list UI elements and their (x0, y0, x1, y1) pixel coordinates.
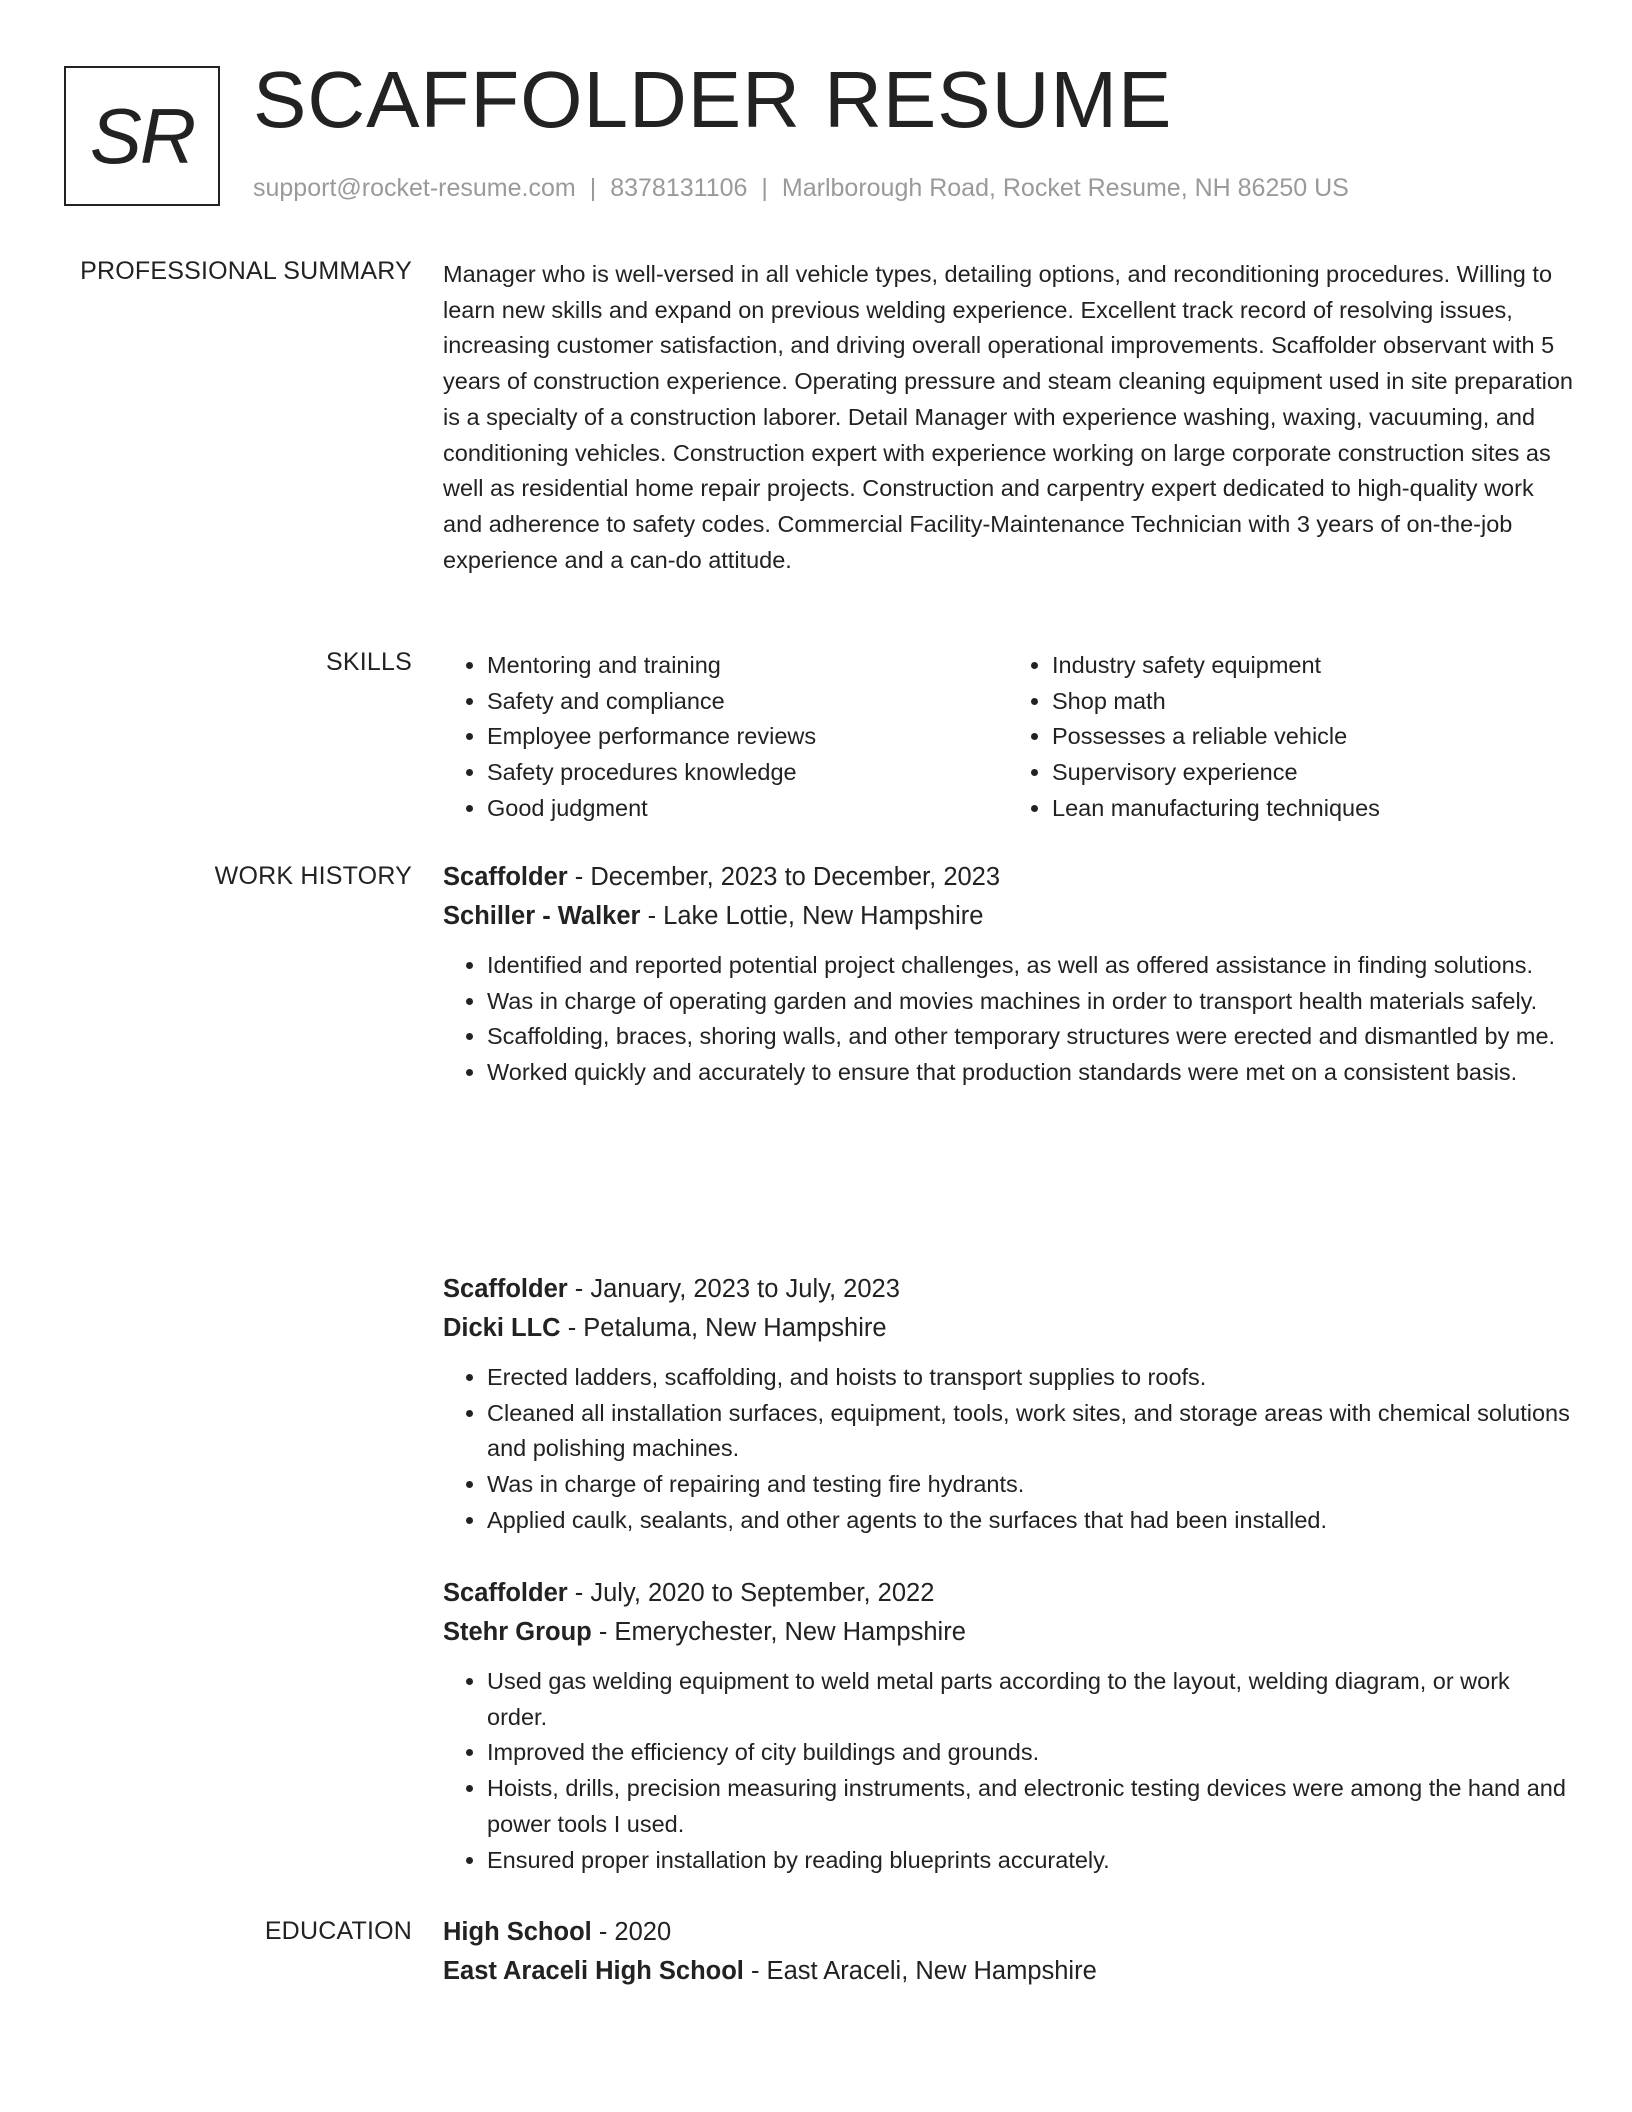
job-company: Dicki LLC (443, 1314, 561, 1342)
skills-section (443, 648, 1573, 827)
contact-email: support@rocket-resume.com (253, 174, 576, 202)
contact-address: Marlborough Road, Rocket Resume, NH 86250 US (781, 174, 1349, 202)
job-company: Stehr Group (443, 1618, 592, 1646)
job-title: Scaffolder (443, 1275, 568, 1303)
section-label-skills: SKILLS (326, 648, 412, 676)
skills-list-left (443, 648, 1008, 827)
job-bullet: • Identified and reported potential project challenges, as well as offered assistance in finding solutions. (487, 948, 1573, 984)
job-bullet: • Used gas welding equipment to weld metal parts according to the layout, welding diagram, or work order. (487, 1664, 1573, 1735)
skill-item: • Supervisory experience (1052, 755, 1573, 791)
skill-item: • Possesses a reliable vehicle (1052, 719, 1573, 755)
skill-item: • Shop math (1052, 684, 1573, 720)
contact-phone: 8378131106 (610, 174, 748, 202)
job-entry (443, 1574, 1573, 1878)
education-entry (443, 1913, 1573, 1991)
skill-item: • Employee performance reviews (487, 719, 1008, 755)
job-bullet: • Hoists, drills, precision measuring instruments, and electronic testing devices were among the hand and power tools I used. (487, 1771, 1573, 1842)
skill-item: • Industry safety equipment (1052, 648, 1573, 684)
education-degree: High School (443, 1918, 592, 1946)
resume-title: SCAFFOLDER RESUME (253, 55, 1173, 144)
summary-section (443, 257, 1573, 578)
skills-list-right (1008, 648, 1573, 827)
job-dates: - January, 2023 to July, 2023 (574, 1275, 900, 1303)
job-bullet: • Was in charge of repairing and testing fire hydrants. (487, 1467, 1573, 1503)
education-school: East Araceli High School (443, 1957, 744, 1985)
job-bullet: • Improved the efficiency of city buildings and grounds. (487, 1735, 1573, 1771)
job-bullet: • Was in charge of operating garden and movies machines in order to transport health materials safely. (487, 984, 1573, 1020)
job-title: Scaffolder (443, 863, 568, 891)
job-location: - Emerychester, New Hampshire (598, 1618, 966, 1646)
job-bullet: • Ensured proper installation by reading blueprints accurately. (487, 1843, 1573, 1879)
job-location: - Petaluma, New Hampshire (567, 1314, 887, 1342)
job-entry (443, 858, 1573, 1091)
section-label-summary: PROFESSIONAL SUMMARY (80, 257, 412, 285)
education-year: - 2020 (598, 1918, 672, 1946)
job-location: - Lake Lottie, New Hampshire (647, 902, 984, 930)
contact-separator: | (761, 174, 768, 202)
contact-separator: | (589, 174, 597, 202)
job-bullets (443, 948, 1573, 1091)
contact-line (253, 174, 1349, 203)
education-school-line (443, 1952, 1573, 1991)
job-bullet: • Erected ladders, scaffolding, and hoists to transport supplies to roofs. (487, 1360, 1573, 1396)
job-dates: - December, 2023 to December, 2023 (574, 863, 1001, 891)
monogram-logo: SR (64, 66, 220, 206)
job-dates: - July, 2020 to September, 2022 (574, 1579, 935, 1607)
job-bullet: • Worked quickly and accurately to ensure that production standards were met on a consistent basis. (487, 1055, 1573, 1091)
job-title-line (443, 1270, 1573, 1309)
job-title: Scaffolder (443, 1579, 568, 1607)
skill-item: • Lean manufacturing techniques (1052, 791, 1573, 827)
section-label-work-history: WORK HISTORY (214, 862, 412, 890)
summary-text: Manager who is well-versed in all vehicle types, detailing options, and reconditioning procedures. Willing to learn new skills and expand on previous welding experience. Excellent track record of resolving issues, increasing customer satisfaction, and driving overall operational improvements. Scaffolder observant with 5 years of construction experience. Operating pressure and steam cleaning equipment used in site preparation is a specialty of a construction laborer. Detail Manager with experience washing, waxing, vacuuming, and conditioning vehicles. Construction expert with experience working on large corporate construction sites as well as residential home repair projects. Construction and carpentry expert dedicated to high-quality work and adherence to safety codes. Commercial Facility-Maintenance Technician with 3 years of on-the-job experience and a can-do attitude. (443, 261, 1573, 573)
job-title-line (443, 1574, 1573, 1613)
section-label-education: EDUCATION (264, 1917, 412, 1945)
job-company-line (443, 897, 1573, 936)
job-bullet: • Applied caulk, sealants, and other agents to the surfaces that had been installed. (487, 1503, 1573, 1539)
job-title-line (443, 858, 1573, 897)
job-entry (443, 1270, 1573, 1539)
skills-grid (443, 648, 1573, 827)
job-bullet: • Scaffolding, braces, shoring walls, and other temporary structures were erected and dismantled by me. (487, 1019, 1573, 1055)
skill-item: • Good judgment (487, 791, 1008, 827)
education-degree-line (443, 1913, 1573, 1952)
job-company-line (443, 1613, 1573, 1652)
skill-item: • Safety procedures knowledge (487, 755, 1008, 791)
job-bullet: • Cleaned all installation surfaces, equipment, tools, work sites, and storage areas with chemical solutions and polishing machines. (487, 1396, 1573, 1467)
education-location: - East Araceli, New Hampshire (750, 1957, 1097, 1985)
skill-item: • Safety and compliance (487, 684, 1008, 720)
job-bullets (443, 1664, 1573, 1878)
job-bullets (443, 1360, 1573, 1539)
skill-item: • Mentoring and training (487, 648, 1008, 684)
job-company: Schiller - Walker (443, 902, 641, 930)
job-company-line (443, 1309, 1573, 1348)
